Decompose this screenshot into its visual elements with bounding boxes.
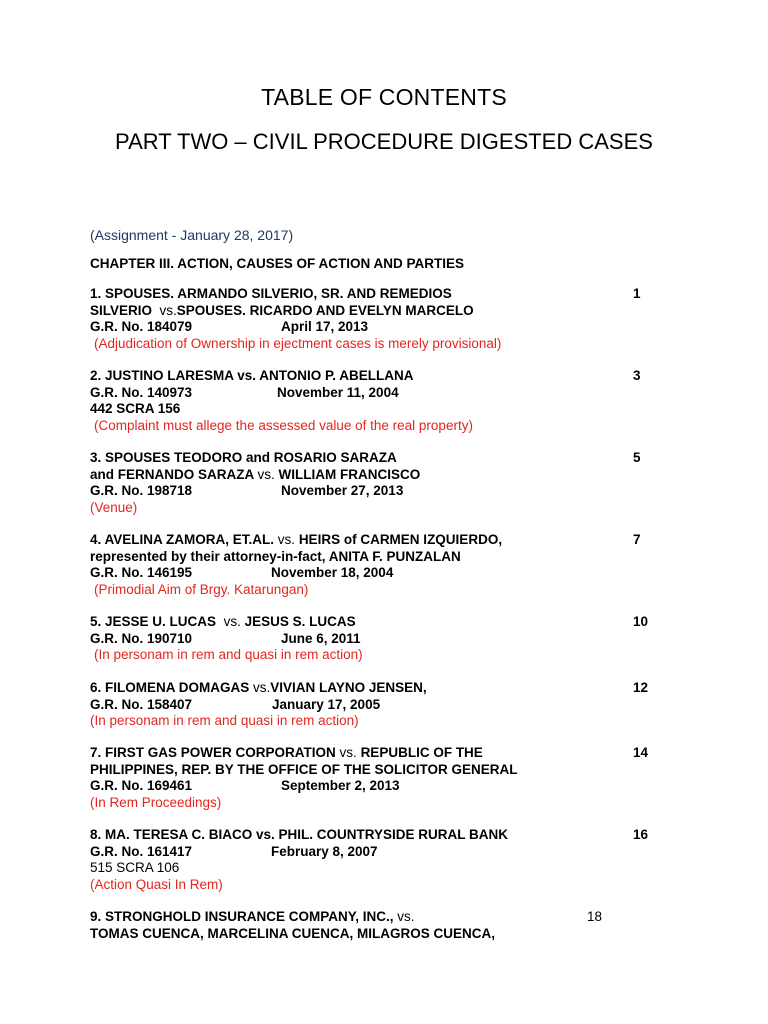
entry-respondent: REPUBLIC OF THE — [360, 745, 483, 760]
entry-title-cont: and FERNANDO SARAZA — [90, 466, 254, 482]
entry-date: June 6, 2011 — [281, 630, 361, 646]
entry-page: 18 — [587, 909, 603, 924]
entry-page: 3 — [633, 368, 641, 383]
entry-gr-number: G.R. No. 190710 — [90, 630, 193, 646]
entry-respondent: WILLIAM FRANCISCO — [278, 466, 421, 482]
entry-title: 8. MA. TERESA C. BIACO vs. PHIL. COUNTRYSIDE RURAL BANK — [90, 827, 509, 842]
entry-gr-number: G.R. No. 161417 — [90, 843, 193, 859]
toc-entry-4[interactable] — [90, 532, 670, 598]
toc-entry-3[interactable] — [90, 450, 670, 516]
toc-entry-8[interactable] — [90, 827, 670, 893]
entry-date: September 2, 2013 — [281, 778, 400, 793]
entry-gr-number: G.R. No. 146195 — [90, 565, 193, 580]
entry-note: (Action Quasi In Rem) — [90, 876, 223, 892]
entry-date: November 18, 2004 — [271, 565, 394, 580]
entry-gr-number: G.R. No. 169461 — [90, 778, 193, 793]
entry-title-cont: represented by their attorney-in-fact, ANITA F. PUNZALAN — [90, 548, 461, 564]
entry-title-cont: TOMAS CUENCA, MARCELINA CUENCA, MILAGROS CUENCA, — [90, 925, 495, 941]
entry-page: 7 — [633, 532, 641, 547]
entry-respondent: SPOUSES. RICARDO AND EVELYN MARCELO — [176, 302, 474, 318]
toc-entry-6[interactable] — [90, 680, 670, 730]
entry-page: 5 — [633, 450, 641, 465]
entry-date: April 17, 2013 — [281, 319, 369, 334]
vs-label: vs. — [339, 745, 357, 760]
chapter-heading: CHAPTER III. ACTION, CAUSES OF ACTION AND PARTIES — [90, 256, 465, 271]
entry-title: 7. FIRST GAS POWER CORPORATION — [90, 745, 336, 760]
entry-note: (Adjudication of Ownership in ejectment cases is merely provisional) — [94, 335, 502, 351]
toc-entry-2[interactable] — [90, 368, 670, 434]
toc-entry-5[interactable] — [90, 614, 670, 664]
vs-label: vs. — [397, 909, 415, 924]
entry-note: (Primodial Aim of Brgy. Katarungan) — [94, 581, 309, 597]
vs-label: vs. — [277, 532, 296, 547]
entry-date: November 27, 2013 — [281, 483, 404, 498]
entry-respondent: HEIRS of CARMEN IZQUIERDO, — [298, 532, 503, 547]
entry-scra: 515 SCRA 106 — [90, 860, 180, 875]
entry-date: February 8, 2007 — [271, 843, 378, 859]
entry-gr-number: G.R. No. 140973 — [90, 384, 193, 400]
entry-respondent: VIVIAN LAYNO JENSEN, — [270, 680, 427, 695]
entry-date: November 11, 2004 — [277, 384, 399, 400]
page-title: TABLE OF CONTENTS — [261, 84, 507, 110]
entry-title-cont: PHILIPPINES, REP. BY THE OFFICE OF THE SOLICITOR GENERAL — [90, 761, 518, 777]
entry-date: January 17, 2005 — [272, 696, 381, 712]
entry-gr-number: G.R. No. 158407 — [90, 696, 193, 712]
entry-note: (In personam in rem and quasi in rem action) — [90, 713, 359, 728]
entry-title: 5. JESSE U. LUCAS — [90, 614, 217, 629]
entry-title: 4. AVELINA ZAMORA, ET.AL. — [90, 532, 275, 547]
entry-title: 1. SPOUSES. ARMANDO SILVERIO, SR. AND REMEDIOS — [90, 286, 452, 301]
page-subtitle: PART TWO – CIVIL PROCEDURE DIGESTED CASES — [115, 129, 653, 154]
entry-note: (Venue) — [90, 499, 138, 515]
vs-label: vs. — [253, 680, 271, 695]
entry-gr-number: G.R. No. 198718 — [90, 483, 193, 498]
vs-label: vs. — [257, 466, 275, 482]
entry-page: 16 — [633, 827, 649, 842]
entry-page: 10 — [633, 614, 649, 629]
entry-note: (Complaint must allege the assessed value of the real property) — [94, 417, 473, 433]
entry-page: 12 — [633, 680, 649, 695]
entry-page: 14 — [633, 745, 649, 760]
entry-title: 6. FILOMENA DOMAGAS — [90, 680, 250, 695]
entry-title: 9. STRONGHOLD INSURANCE COMPANY, INC., — [90, 909, 394, 924]
vs-label: vs. — [223, 614, 241, 629]
entry-note: (In Rem Proceedings) — [90, 794, 222, 810]
entry-title: 3. SPOUSES TEODORO and ROSARIO SARAZA — [90, 450, 397, 465]
entry-title: 2. JUSTINO LARESMA vs. ANTONIO P. ABELLANA — [90, 368, 414, 383]
entry-respondent: JESUS S. LUCAS — [244, 614, 356, 629]
entry-page: 1 — [633, 286, 641, 301]
toc-entry-9[interactable] — [90, 909, 670, 942]
entry-note: (In personam in rem and quasi in rem action) — [94, 647, 363, 662]
vs-label: vs. — [159, 302, 177, 318]
toc-entry-7[interactable] — [90, 745, 670, 811]
assignment-note: (Assignment - January 28, 2017) — [90, 227, 294, 243]
entry-gr-number: G.R. No. 184079 — [90, 319, 193, 334]
entry-title-cont: SILVERIO — [90, 302, 153, 318]
entry-scra: 442 SCRA 156 — [90, 401, 181, 416]
toc-entry-1[interactable] — [90, 286, 670, 352]
